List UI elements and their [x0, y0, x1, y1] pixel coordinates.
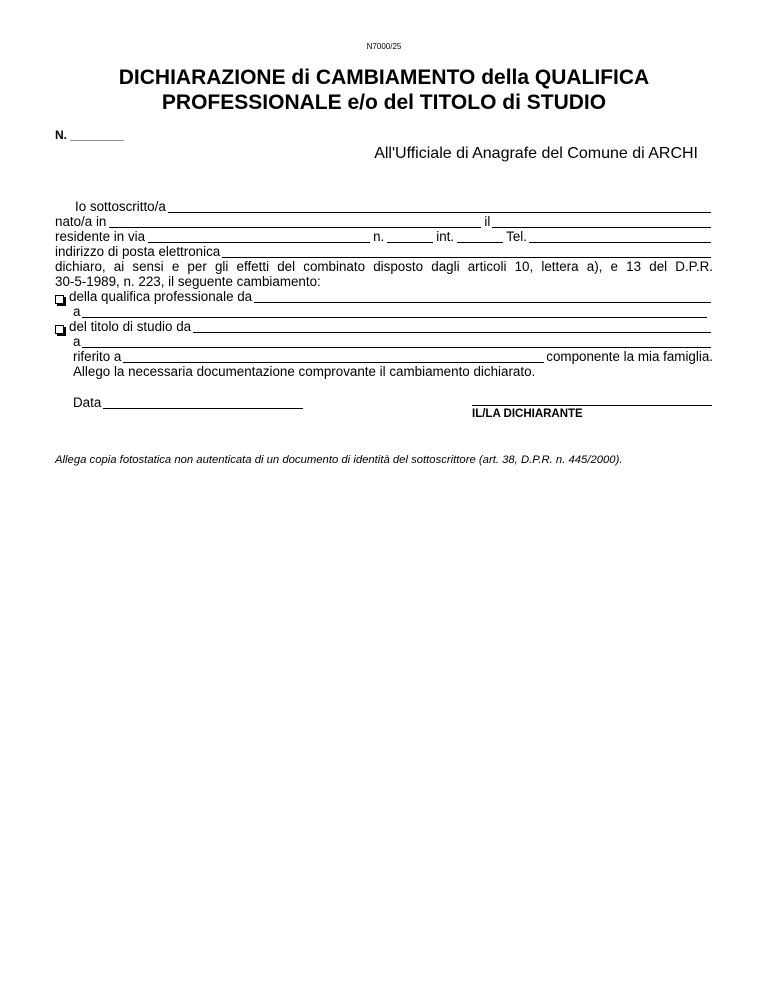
email-row	[55, 244, 713, 259]
identity-note: Allega copia fotostatica non autenticata di un documento di identità del sottoscrittore (art. 38, D.P.R. n. 445/2000).	[55, 454, 623, 466]
street-number-field[interactable]	[387, 230, 433, 243]
study-title-checkbox[interactable]	[55, 325, 64, 334]
residence-row	[55, 229, 713, 244]
declaration-line-2: 30-5-1989, n. 223, il seguente cambiamento:	[55, 274, 321, 289]
study-title-label: del titolo di studio da	[69, 319, 192, 334]
study-title-to-label: a	[73, 334, 81, 349]
phone-field[interactable]	[529, 230, 711, 243]
email-label: indirizzo di posta elettronica	[55, 244, 221, 259]
family-member-label: componente la mia famiglia.	[546, 349, 713, 364]
street-field[interactable]	[148, 230, 370, 243]
date-label: Data	[73, 395, 102, 410]
date-row	[55, 395, 305, 410]
undersigned-row	[55, 199, 713, 214]
study-title-row	[55, 319, 713, 334]
resident-label: residente in via	[55, 229, 146, 244]
qualification-label: della qualifica professionale da	[69, 289, 253, 304]
qualification-from-field[interactable]	[254, 290, 711, 303]
family-member-field[interactable]	[123, 350, 544, 363]
date-field[interactable]	[103, 396, 303, 409]
birthplace-field[interactable]	[109, 215, 481, 228]
study-title-to-field[interactable]	[82, 335, 711, 348]
form-code: N7000/25	[366, 42, 402, 51]
attachment-text: Allego la necessaria documentazione comprovante il cambiamento dichiarato.	[73, 364, 536, 379]
signer-label: IL/LA DICHIARANTE	[472, 408, 583, 420]
internal-label: int.	[436, 229, 455, 244]
undersigned-field[interactable]	[168, 200, 711, 213]
referred-label: riferito a	[73, 349, 122, 364]
street-number-label: n.	[373, 229, 385, 244]
born-on-label: il	[484, 214, 491, 229]
phone-label: Tel.	[506, 229, 527, 244]
born-in-label: nato/a in	[55, 214, 107, 229]
declaration-line-1: dichiaro, ai sensi e per gli effetti del combinato disposto dagli articoli 10, lettera a), e 13 del D.P.R.	[55, 259, 713, 274]
form-title-line-2: PROFESSIONALE e/o del TITOLO di STUDIO	[161, 91, 607, 114]
qualification-to-label: a	[73, 304, 81, 319]
recipient: All'Ufficiale di Anagrafe del Comune di ARCHI	[374, 145, 698, 162]
birth-row	[55, 214, 713, 229]
referred-row	[55, 349, 713, 364]
undersigned-label: Io sottoscritto/a	[75, 199, 166, 214]
form-title-line-1: DICHIARAZIONE di CAMBIAMENTO della QUALIFICA	[118, 66, 650, 89]
email-field[interactable]	[222, 245, 711, 258]
qualification-checkbox[interactable]	[55, 295, 64, 304]
signature-line[interactable]	[472, 405, 712, 406]
protocol-number: N. ________	[55, 128, 124, 142]
study-title-from-field[interactable]	[193, 320, 711, 333]
qualification-to-field[interactable]	[82, 305, 707, 318]
qualification-row	[55, 289, 713, 304]
birthdate-field[interactable]	[492, 215, 711, 228]
qualification-to-row	[55, 304, 713, 319]
internal-field[interactable]	[457, 230, 503, 243]
study-title-to-row	[55, 334, 713, 349]
